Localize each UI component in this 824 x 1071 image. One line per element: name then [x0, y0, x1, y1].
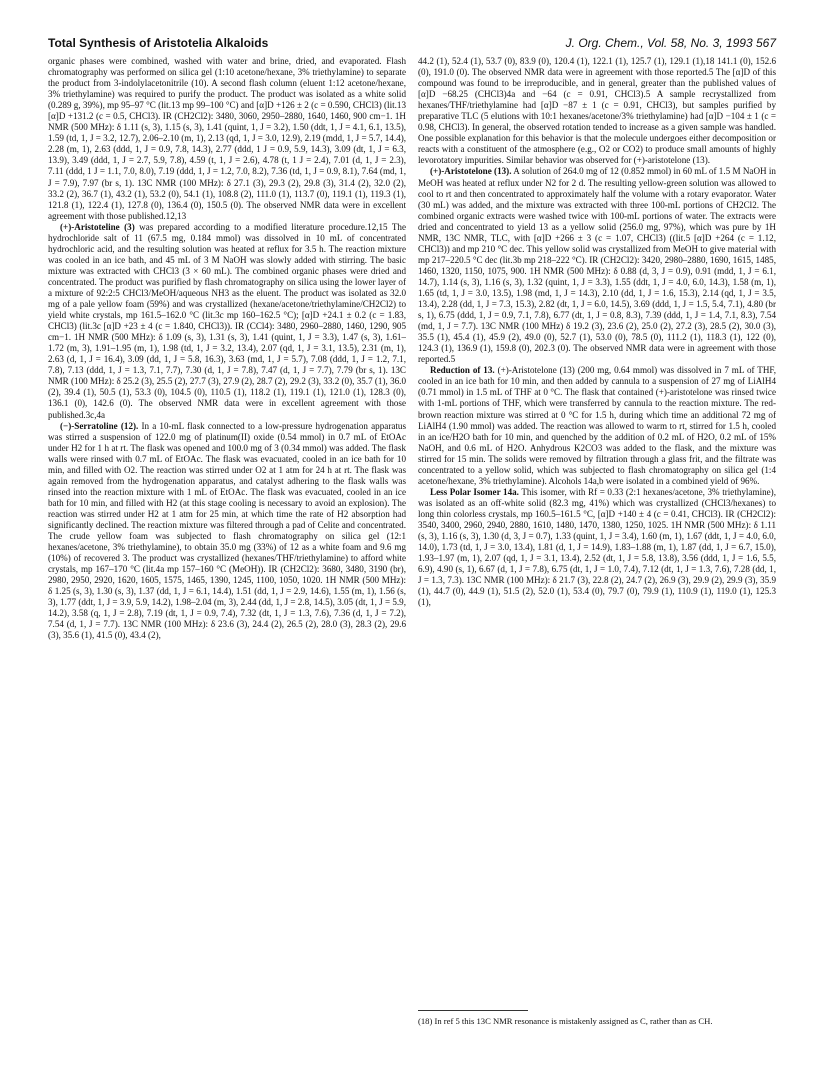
left-column: [48, 56, 406, 1056]
paragraph: 44.2 (1), 52.4 (1), 53.7 (0), 83.9 (0), 120.4 (1), 122.1 (1), 125.7 (1), 129.1 (1),18 141.1 (0), 152.6 (0), 191.0 (0). The observed NMR data were in agreement with those reported.5 The [α]D of this compound was found to be irreproducible, and in general, greater than the published values of [α]D −68.25 (CHCl3)4a and −64 (c = 0.91, CHCl3).5 A sample recrystallized from hexanes/THF/triethylamine had [α]D −87 ± 1 (c = 0.91, CHCl3), but samples purified by preparative TLC (5 elutions with 10:1 hexanes/acetone/3% triethylamine) had [α]D −104 ± 1 (c = 0.98, CHCl3). In general, the observed rotation tended to increase as a given sample was handled. One possible explanation for this behavior is that the molecule undergoes either decomposition or reacts with a constituent of the atmosphere (e.g., O2 or CO2) to produce small amounts of highly levorotatory impurities. Similar behavior was observed for (+)-aristotelone (13).: [418, 56, 776, 166]
running-header: [48, 36, 776, 54]
paragraph: organic phases were combined, washed with water and brine, dried, and evaporated. Flash chromatography was performed on silica gel (1:10 acetone/hexane, 3% triethylamine) to separate the product from 3-indolylacetonitrile (10). A second flash column (eluent 1:12 acetone/hexane, 3% triethylamine) was required to purify the product. The product was isolated as a white solid (0.289 g, 39%), mp 95–97 °C (lit.13 mp 99–100 °C) and [α]D +126 ± 2 (c = 0.590, CHCl3) (lit.13 [α]D +131.2 (c = 0.5, CHCl3). IR (CH2Cl2): 3480, 3060, 2950–2880, 1640, 1460, 900 cm−1. 1H NMR (500 MHz): δ 1.11 (s, 3), 1.15 (s, 3), 1.41 (quint, 1, J = 3.2), 1.50 (ddt, 1, J = 4.1, 6.1, 13.5), 1.59 (td, 1, J = 3.2, 12.7), 2.06–2.10 (m, 1), 2.13 (qd, 1, J = 3.0, 12.9), 2.19 (mdd, 1, J = 5.7, 14.4), 2.28 (m, 1), 2.63 (ddd, 1, J = 0.9, 7.8, 14.3), 2.77 (ddd, 1 J = 0.9, 5.9, 14.3), 3.09 (dt, 1, J = 6.3, 13.9), 3.49 (ddd, 1, J = 2.7, 5.9, 7.8), 4.59 (t, 1, J = 2.6), 4.78 (t, 1 J = 2.4), 7.01 (d, 1, J = 2.3), 7.11 (ddd, 1 J = 1.1, 7.0, 8.0), 7.19 (ddd, 1, J = 1.2, 7.0, 8.2), 7.36 (td, 1, J = 0.9, 8.1), 7.64 (md, 1, J = 7.9), 7.97 (br s, 1). 13C NMR (100 MHz): δ 27.1 (3), 29.3 (2), 29.8 (3), 31.4 (2), 32.0 (2), 33.2 (2), 36.7 (1), 43.2 (1), 53.2 (0), 54.1 (1), 108.8 (2), 111.0 (1), 113.7 (0), 119.1 (1), 119.3 (1), 121.8 (1), 122.4 (1), 127.8 (0), 136.4 (0), 150.5 (0). The observed NMR data were in excellent agreement with those published.12,13: [48, 56, 406, 221]
paragraph: (+)-Aristotelone (13). A solution of 264.0 mg of 12 (0.852 mmol) in 60 mL of 1.5 M NaOH in MeOH was heated at reflux under N2 for 2 d. The resulting yellow-green solution was allowed to cool to rt and then concentrated to approximately half the volume with a rotary evaporator. Water (30 mL) was added, and the mixture was extracted with three 100-mL portions of CH2Cl2. The combined organic extracts were washed twice with 100-mL portions of water. The extracts were dried and concentrated to yield 13 as a yellow solid (256.0 mg, 97%), which was pure by 1H NMR, 13C NMR, TLC, with [α]D +266 ± 3 (c = 1.07, CHCl3) ((lit.5 [α]D +264 (c = 1.12, CHCl3)) and mp 210 °C dec. This yellow solid was crystallized from MeOH to give material with mp 217–220.5 °C dec (lit.3b mp 218–222 °C). IR (CH2Cl2): 3420, 2980–2880, 1690, 1615, 1485, 1460, 1320, 1150, 1075, 900. 1H NMR (500 MHz): δ 0.88 (d, 3, J = 0.9), 0.91 (mdd, 1, J = 6.1, 14.7), 1.14 (s, 3), 1.16 (s, 3), 1.32 (quint, 1, J = 3.3), 1.55 (ddt, 1, J = 4.0, 6.0, 14.3), 1.58 (m, 1), 1.65 (td, 1, J = 3.0, 13.5), 1.98 (md, 1, J = 14.3), 2.10 (dd, 1, J = 1.6, 15.3), 2.14 (qd, 1, J = 3.5, 13.4), 2.28 (dd, 1, J = 7.3, 15.3), 2.82 (dt, 1, J = 6.0, 14.5), 3.69 (ddd, 1, J = 1.5, 5.4, 7.1), 4.80 (br s, 1), 6.75 (ddd, 1, J = 0.9, 7.1, 7.8), 6.77 (dt, 1, J = 0.8, 8.3), 7.39 (ddd, 1, J = 1.4, 7.1, 8.3), 7.54 (md, 1, J = 7.7). 13C NMR (100 MHz) δ 19.2 (3), 23.6 (2), 25.0 (2), 27.2 (3), 28.5 (2), 30.0 (3), 35.5 (1), 45.4 (1), 45.9 (2), 49.0 (0), 52.7 (1), 53.0 (0), 78.5 (0), 111.2 (1), 118.3 (1), 122 (0), 124.3 (1), 136.9 (1), 159.8 (0), 202.3 (0). The observed NMR data were in agreement with those reported.5: [418, 166, 776, 365]
footnote-rule: [418, 1010, 528, 1011]
header-title: Total Synthesis of Aristotelia Alkaloids: [48, 36, 269, 50]
paragraph-lead: (−)-Serratoline (12).: [60, 420, 139, 431]
paragraph: (+)-Aristoteline (3) was prepared according to a modified literature procedure.12,15 The hydrochloride salt of 11 (67.5 mg, 0.184 mmol) was dissolved in 10 mL of concentrated hydrochloric acid, and the resulting solution was heated at reflux for 3.5 h. The reaction mixture was cooled in an ice bath, and 45 mL of 3 M NaOH was slowly added with stirring. The basic mixture was extracted with CHCl3 (3 × 60 mL). The combined organic phases were dried and concentrated. The product was purified by flash chromatography on silica using the lower layer of a mixture of 92:2:5 CHCl3/MeOH/aqueous NH3 as the eluent. The product was isolated as 32.0 mg of a pale yellow foam (59%) and was crystallized (hexane/acetone/triethylamine/CH2Cl2) to yield white crystals, mp 161.5–162.0 °C (lit.3c mp 160–162.5 °C); [α]D +24.1 ± 0.2 (c = 1.83, CHCl3) (lit.3c [α]D +23 ± 4 (c = 1.840, CHCl3)). IR (CCl4): 3480, 2960–2880, 1460, 1290, 905 cm−1. 1H NMR (500 MHz): δ 1.09 (s, 3), 1.31 (s, 3), 1.41 (quint, 1, J = 3.3), 1.47 (s, 3), 1.61–1.72 (m, 3), 1.91–1.95 (m, 1), 1.98 (td, 1, J = 3.2, 13.4), 2.07 (qd, 1, J = 3.1, 13.5), 2.31 (m, 1), 2.63 (d, 1, J = 16.4), 3.09 (dd, 1, J = 5.8, 16.3), 3.63 (md, 1, J = 5.7), 7.08 (ddd, 1, J = 1.2, 7.1, 7.8), 7.13 (ddd, 1, J = 1.3, 7.1, 7.7), 7.30 (d, 1, J = 7.8), 7.47 (d, 1, J = 7.7), 7.79 (br s, 1). 13C NMR (100 MHz): δ 25.2 (3), 25.5 (2), 27.7 (3), 27.9 (2), 28.7 (2), 29.2 (3), 33.2 (0), 35.7 (1), 36.0 (2), 39.4 (1), 50.5 (1), 53.3 (0), 104.5 (0), 110.5 (1), 118.2 (1), 119.1 (1), 121.0 (1), 128.3 (0), 136.1 (0), 142.6 (0). The observed NMR data were in excellent agreement with those published.3c,4a: [48, 221, 406, 420]
paragraph: Less Polar Isomer 14a. This isomer, with Rf = 0.33 (2:1 hexanes/acetone, 3% triethylamine), was isolated as an off-white solid (82.3 mg, 41%) which was crystallized (CHCl3/hexanes) to long thin colorless crystals, mp 160.5–161.5 °C, [α]D +140 ± 4 (c = 0.41, CHCl3). IR (CH2Cl2): 3540, 3400, 2960, 2940, 2880, 1610, 1480, 1470, 1380, 1250, 1025. 1H NMR (500 MHz): δ 1.11 (s, 3), 1.16 (s, 3), 1.30 (d, 3, J = 0.7), 1.33 (quint, 1, J = 3.4), 1.60 (m, 1), 1.67 (ddt, 1, J = 4.0, 6.0, 14.0), 1.73 (td, 1, J = 3.0, 13.4), 1.81 (d, 1, J = 14.9), 1.83–1.88 (m, 1), 1.87 (dd, 1, J = 6.7, 15.0), 1.93–1.97 (m, 1), 2.07 (qd, 1, J = 3.1, 13.4), 2.52 (dt, 1, J = 5.8, 13.8), 3.56 (ddd, 1, J = 1.6, 5.5, 6.9), 4.90 (s, 1), 6.67 (d, 1, J = 7.8), 6.75 (dt, 1, J = 1.0, 7.4), 7.12 (dt, 1, J = 1.3, 7.6), 7.28 (dd, 1, J = 1.3, 7.3). 13C NMR (100 MHz): δ 21.7 (3), 22.8 (2), 24.7 (2), 26.9 (3), 29.9 (2), 29.9 (3), 35.9 (1), 44.7 (0), 44.9 (1), 51.5 (2), 52.0 (1), 53.4 (0), 79.7 (0), 79.9 (1), 110.9 (1), 119.0 (1), 125.3 (1),: [418, 486, 776, 608]
paragraph-lead: (+)-Aristoteline (3): [60, 221, 135, 232]
paragraph-lead: (+)-Aristotelone (13).: [430, 166, 512, 177]
paragraph-lead: Less Polar Isomer 14a.: [430, 486, 519, 497]
header-journal: J. Org. Chem., Vol. 58, No. 3, 1993 567: [565, 36, 776, 50]
paragraph-lead: Reduction of 13.: [430, 365, 495, 376]
footnote: (18) In ref 5 this 13C NMR resonance is mistakenly assigned as C, rather than as CH.: [418, 1016, 713, 1026]
paragraph: (−)-Serratoline (12). In a 10-mL flask connected to a low-pressure hydrogenation apparatus was stirred a suspension of 122.0 mg of platinum(II) oxide (0.54 mmol) in 0.7 mL of EtOAc under H2 for 1 h at rt. The flask was opened and 100.0 mg of 3 (0.34 mmol) was added. The flask walls were rinsed with 0.7 mL of EtOAc. The flask was evacuated, cooled in an ice bath for 10 min, and filled with O2. The reaction was stirred under O2 at 1 atm for 24 h at rt. The flask was again removed from the hydrogenation apparatus, and catalyst adhering to the flask walls was rinsed into the reaction mixture with 1 mL of EtOAc. The flask was evacuated, cooled in an ice bath for 10 min, and filled with H2 (at this stage cooling is necessary to avoid an explosion). The reaction was stirred under H2 at 1 atm for 25 min, at which time the rate of H2 absorption had significantly declined. The reaction mixture was filtered through a pad of Celite and concentrated. The crude yellow foam was subjected to flash chromatography on silica gel (12:1 hexanes/acetone, 3% triethylamine), to obtain 35.0 mg (33%) of 12 as a white foam and 9.6 mg (10%) of recovered 3. The product was crystallized (hexanes/THF/triethylamine) to afford white crystals, mp 167–170 °C (lit.4a mp 157–160 °C (MeOH)). IR (CH2Cl2): 3680, 3480, 3190 (br), 2980, 2950, 2920, 1620, 1605, 1575, 1465, 1390, 1245, 1100, 1050, 1020. 1H NMR (500 MHz): δ 1.25 (s, 3), 1.30 (s, 3), 1.37 (dd, 1, J = 6.1, 14.4), 1.51 (dd, 1, J = 2.9, 14.6), 1.55 (m, 1), 1.56 (s, 3), 1.77 (ddt, 1, J = 3.9, 5.9, 14.2), 1.98–2.04 (m, 3), 2.44 (dd, 1, J = 2.8, 14.5), 3.05 (dt, 1, J = 5.9, 14.2), 3.58 (q, 1, J = 2.8), 7.19 (dt, 1, J = 0.9, 7.4), 7.32 (dt, 1, J = 1.3, 7.6), 7.36 (d, 1, J = 7.2), 7.54 (d, 1, J = 7.7). 13C NMR (100 MHz): δ 23.6 (3), 24.4 (2), 26.5 (2), 28.0 (3), 28.3 (2), 29.6 (3), 35.6 (1), 41.5 (0), 43.4 (2),: [48, 420, 406, 641]
paragraph: Reduction of 13. (+)-Aristotelone (13) (200 mg, 0.64 mmol) was dissolved in 7 mL of THF, cooled in an ice bath for 10 min, and then added by cannula to a suspension of 27 mg of LiAlH4 (0.71 mmol) in 1.5 mL of THF at 0 °C. The flask that contained (+)-aristotelone was rinsed twice with 1-mL portions of THF, which were transferred by cannula to the reaction mixture. The red-brown reaction mixture was stirred at 0 °C for 1.5 h, during which time an additional 72 mg of LiAlH4 (1.90 mmol) was added. The reaction was allowed to warm to rt, stirred for 1.5 h, cooled in an ice/H2O bath for 10 min, and quenched by the addition of 0.2 mL of H2O, 0.2 mL of 15% NaOH, and 0.6 mL of H2O. Anhydrous K2CO3 was added to the flask, and the mixture was stirred for 15 min. The solids were removed by filtration through a glass frit, and the filtrate was concentrated to a yellow solid, which was subjected to flash chromatography on silica gel (1:4 acetone/hexane, 3% triethylamine). Alcohols 14a,b were isolated in a combined yield of 96%.: [418, 365, 776, 486]
right-column: [418, 56, 776, 1056]
